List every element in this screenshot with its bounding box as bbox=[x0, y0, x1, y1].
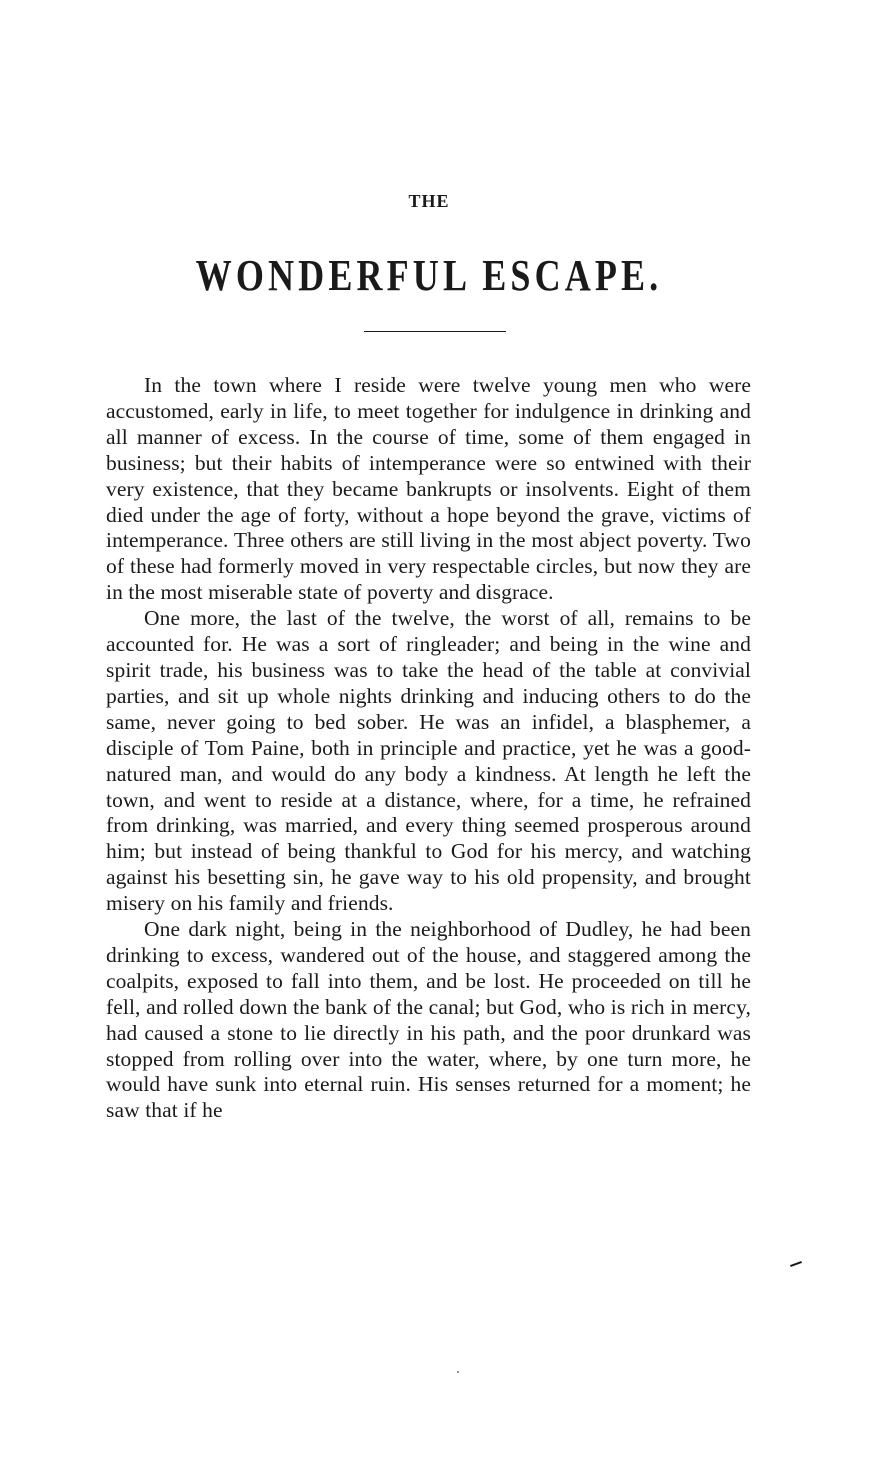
paragraph-1: In the town where I reside were twelve young men who were accustomed, early in life, to meet together for indulgence in drinking and all manner of excess. In the course of time, some of them engaged in business; but their habits of intemperance were so entwined with their very existence, that they became bankrupts or insolvents. Eight of them died under the age of forty, without a hope beyond the grave, victims of intemperance. Three others are still living in the most abject poverty. Two of these had formerly moved in very respectable circles, but now they are in the most miserable state of poverty and disgrace. bbox=[106, 373, 751, 605]
paragraph-2: One more, the last of the twelve, the worst of all, remains to be accounted for. He was a sort of ringleader; and being in the wine and spirit trade, his business was to take the head of the table at convivial parties, and sit up whole nights drinking and inducing others to do the same, never going to bed sober. He was an infidel, a blasphemer, a disciple of Tom Paine, both in principle and practice, yet he was a good-natured man, and would do any body a kindness. At length he left the town, and went to reside at a distance, where, for a time, he refrained from drinking, was married, and every thing seemed prosperous around him; but instead of being thankful to God for his mercy, and watching against his besetting sin, he gave way to his old propensity, and brought misery on his family and friends. bbox=[106, 606, 751, 916]
article-body bbox=[106, 373, 751, 1124]
margin-mark bbox=[790, 1261, 802, 1267]
paragraph-3: One dark night, being in the neighborhood of Dudley, he had been drinking to excess, wandered out of the house, and staggered among the coalpits, exposed to fall into them, and be lost. He proceeded on till he fell, and rolled down the bank of the canal; but God, who is rich in mercy, had caused a stone to lie directly in his path, and the poor drunkard was stopped from rolling over into the water, where, by one turn more, he would have sunk into eternal ruin. His senses returned for a moment; he saw that if he bbox=[106, 917, 751, 1123]
page-title: WONDERFUL ESCAPE. bbox=[195, 251, 663, 300]
heading-kicker: THE bbox=[408, 191, 450, 211]
print-speck bbox=[457, 1371, 459, 1373]
title-divider bbox=[364, 331, 506, 332]
